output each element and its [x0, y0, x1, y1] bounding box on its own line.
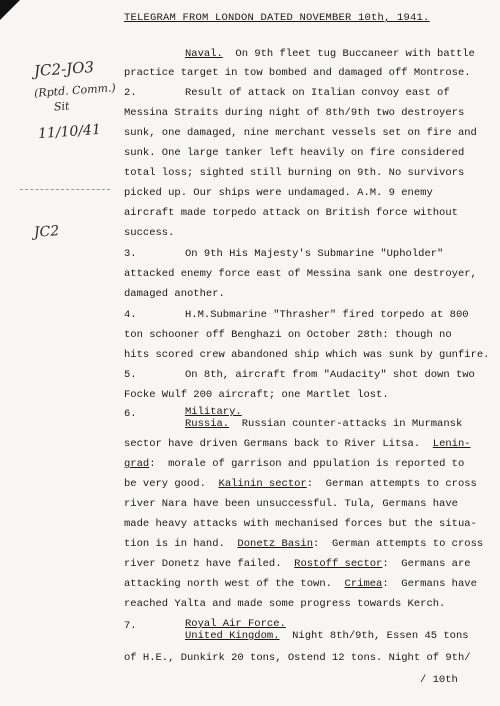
section-heading-raf: Royal Air Force. [185, 618, 286, 630]
p2-line-1: Result of attack on Italian convoy east of [185, 87, 450, 99]
margin-annotation-date: 11/10/41 [37, 121, 102, 143]
subheading-leningrad-cont: grad [124, 458, 150, 470]
subheading-kalinin: Kalinin sector [218, 478, 307, 490]
p6-text: : morale of garrison and ppulation is reported to [149, 458, 465, 470]
p6-line-6: made heavy attacks with mechanised forces but the situa- [124, 518, 477, 530]
p6-line-1 [185, 418, 462, 430]
margin-annotation-sit: Sit [53, 99, 70, 114]
p4-line-3: hits scored crew abandoned ship which was sunk by gunfire. [124, 349, 490, 361]
p6-text: : Germans have [382, 578, 477, 590]
naval-line-2: practice target in tow bombed and damaged off Montrose. [124, 67, 471, 79]
p6-text: be very good. [124, 478, 219, 490]
margin-divider [20, 189, 110, 190]
subheading-russia: Russia. [185, 418, 230, 430]
p6-text: : German attempts to cross [306, 478, 477, 490]
p6-line-4 [124, 478, 477, 490]
p6-line-5: river Nara have been unsuccessful. Tula, Germans have [124, 498, 458, 510]
paragraph-number: 2. [124, 87, 137, 99]
p4-line-1: H.M.Submarine "Thrasher" fired torpedo at 800 [185, 309, 469, 321]
p6-text: tion is in hand. [124, 538, 238, 550]
p2-line-4: sunk. One large tanker left heavily on fire considered [124, 147, 465, 159]
p2-line-3: sunk, one damaged, nine merchant vessels set on fire and [124, 127, 477, 139]
naval-text: On 9th fleet tug Buccaneer with battle [235, 48, 475, 60]
paragraph-number: 4. [124, 309, 137, 321]
naval-line-1 [185, 48, 475, 60]
p2-line-5: total loss; sighted still burning on 9th. No survivors [124, 167, 465, 179]
p2-line-6: picked up. Our ships were undamaged. A.M. 9 enemy [124, 187, 433, 199]
p3-line-2: attacked enemy force east of Messina sank one destroyer, [124, 268, 477, 280]
p6-line-7 [124, 538, 483, 550]
corner-mark [0, 0, 20, 20]
p6-text: attacking north west of the town. [124, 578, 345, 590]
p5-line-2: Focke Wulf 200 aircraft; one Martlet lost. [124, 389, 389, 401]
p2-line-2: Messina Straits during night of 8th/9th two destroyers [124, 107, 465, 119]
p6-line-9 [124, 578, 477, 590]
p6-text: : Germans are [382, 558, 471, 570]
p4-line-2: ton schooner off Benghazi on October 28th: though no [124, 329, 452, 341]
catchword: / 10th [420, 674, 458, 686]
p5-line-1: On 8th, aircraft from "Audacity" shot down two [185, 369, 475, 381]
p6-line-8 [124, 558, 471, 570]
p6-line-2 [124, 438, 471, 450]
p7-text: Night 8th/9th, Essen 45 tons [292, 630, 469, 642]
section-heading-military: Military. [185, 406, 242, 418]
paragraph-number: 3. [124, 248, 137, 260]
p6-text: sector have driven Germans back to River Litsa. [124, 438, 433, 450]
p7-line-1 [185, 630, 469, 642]
margin-annotation-file: JC2 [33, 223, 60, 241]
subheading-donetz: Donetz Basin [237, 538, 314, 550]
section-heading-naval: Naval. [185, 48, 223, 60]
paragraph-number: 6. [124, 408, 137, 420]
margin-annotation-repeated: (Rptd. Comm.) [33, 81, 117, 100]
p2-line-7: aircraft made torpedo attack on British force without [124, 207, 458, 219]
p6-text: river Donetz have failed. [124, 558, 295, 570]
p3-line-3: damaged another. [124, 288, 225, 300]
p2-line-8: success. [124, 227, 175, 239]
p6-text: : German attempts to cross [313, 538, 484, 550]
subheading-united-kingdom: United Kingdom. [185, 630, 280, 642]
margin-annotation-reference: JC2-JO3 [33, 57, 95, 81]
paragraph-number: 7. [124, 620, 137, 632]
p3-line-1: On 9th His Majesty's Submarine "Upholder" [185, 248, 444, 260]
p7-line-2: of H.E., Dunkirk 20 tons, Ostend 12 tons. Night of 9th/ [124, 652, 471, 664]
paragraph-number: 5. [124, 369, 137, 381]
page-title: TELEGRAM FROM LONDON DATED NOVEMBER 10th, 1941. [124, 12, 430, 24]
p6-line-10: reached Yalta and made some progress towards Kerch. [124, 598, 446, 610]
subheading-rostoff: Rostoff sector [294, 558, 383, 570]
subheading-leningrad: Lenin- [432, 438, 471, 450]
subheading-crimea: Crimea [344, 578, 383, 590]
p6-text: Russian counter-attacks in Murmansk [241, 418, 463, 430]
p6-line-3 [124, 458, 464, 470]
